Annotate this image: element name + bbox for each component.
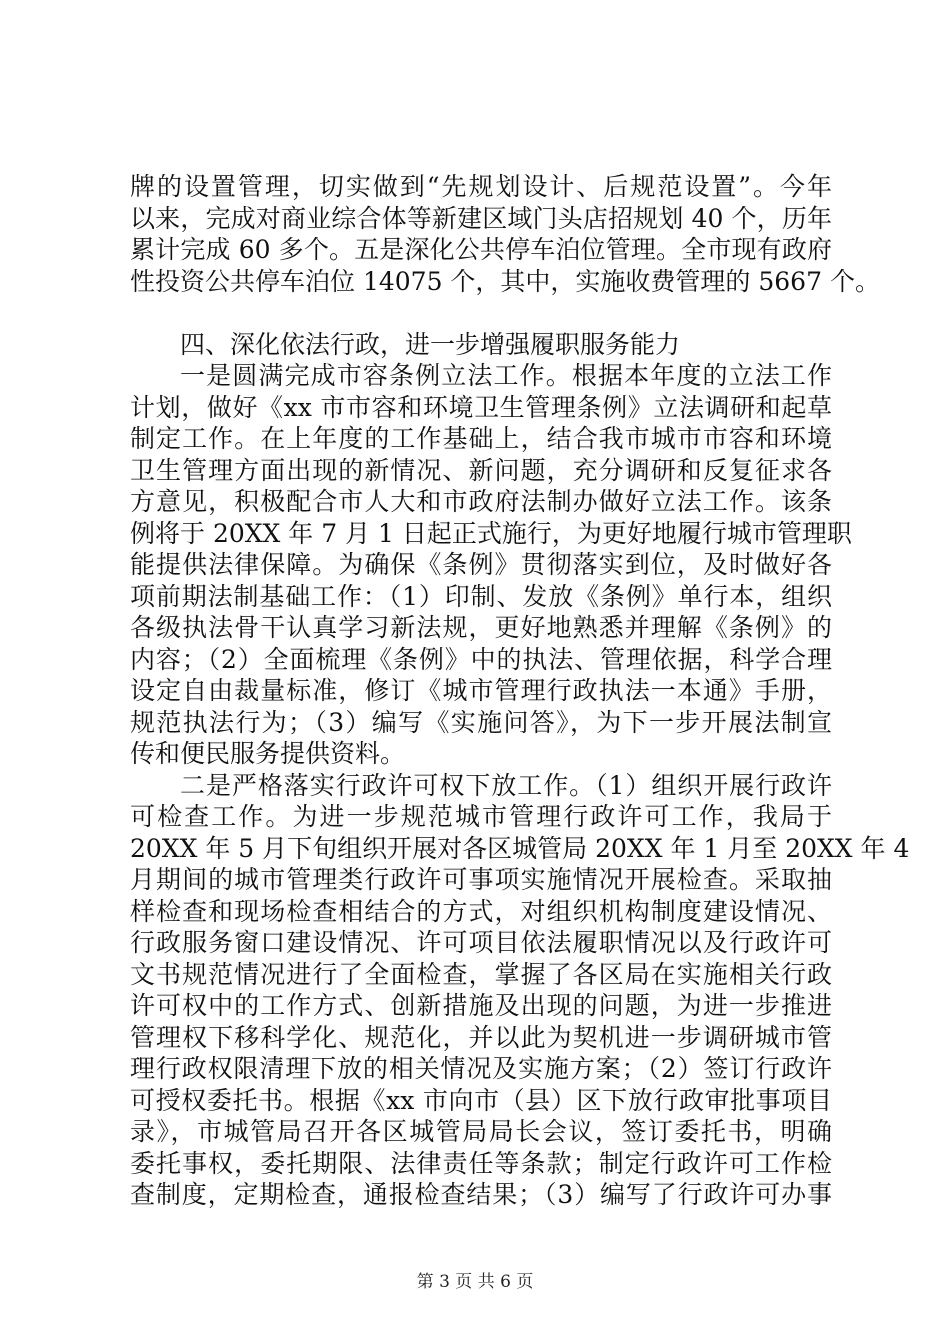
text-line: 委托事权，委托期限、法律责任等条款；制定行政许可工作检 — [130, 1148, 832, 1178]
text-line: 设定自由裁量标准，修订《城市管理行政执法一本通》手册， — [130, 676, 832, 705]
text-line: 牌的设置管理，切实做到“先规划设计、后规范设置”。今年 — [130, 172, 832, 201]
text-line: 许可权中的工作方式、创新措施及出现的问题，为进一步推进 — [130, 991, 832, 1020]
text-line: 计划，做好《xx 市市容和环境卫生管理条例》立法调研和起草 — [130, 392, 832, 422]
section-heading: 四、深化依法行政，进一步增强履职服务能力 — [180, 329, 681, 359]
text-line: 可检查工作。为进一步规范城市管理行政许可工作，我局于 — [130, 802, 832, 831]
paragraph-gap — [130, 297, 832, 329]
text-line: 规范执法行为；（3）编写《实施问答》，为下一步开展法制宣 — [130, 707, 832, 737]
paragraph-continued — [130, 171, 880, 297]
text-line: 传和便民服务提供资料。 — [130, 739, 406, 768]
text-line: 管理权下移科学化、规范化，并以此为契机进一步调研城市管 — [130, 1022, 832, 1052]
text-line: 制定工作。在上年度的工作基础上，结合我市城市市容和环境 — [130, 424, 832, 453]
text-line: 累计完成 60 多个。五是深化公共停车泊位管理。全市现有政府 — [130, 235, 832, 264]
text-line: 20XX 年 5 月下旬组织开展对各区城管局 20XX 年 1 月至 20XX 年 4 — [130, 833, 910, 863]
text-line: 例将于 20XX 年 7 月 1 日起正式施行，为更好地履行城市管理职 — [130, 518, 852, 548]
text-line: 月期间的城市管理类行政许可事项实施情况开展检查。采取抽 — [130, 865, 832, 894]
text-line: 文书规范情况进行了全面检查，掌握了各区局在实施相关行政 — [130, 959, 832, 989]
text-line: 各级执法骨干认真学习新法规，更好地熟悉并理解《条例》的 — [130, 613, 832, 642]
text-line: 行政服务窗口建设情况、许可项目依法履职情况以及行政许可 — [130, 928, 832, 957]
text-line: 项前期法制基础工作：（1）印制、发放《条例》单行本，组织 — [130, 581, 832, 611]
text-line: 可授权委托书。根据《xx 市向市（县）区下放行政审批事项目 — [130, 1085, 832, 1115]
text-line: 卫生管理方面出现的新情况、新问题，充分调研和反复征求各 — [130, 455, 832, 485]
paragraph-one — [130, 360, 852, 770]
text-line: 能提供法律保障。为确保《条例》贯彻落实到位，及时做好各 — [130, 550, 832, 579]
paragraph-two — [130, 770, 910, 1211]
text-line: 以来，完成对商业综合体等新建区域门头店招规划 40 个，历年 — [130, 203, 832, 233]
document-body — [130, 171, 910, 1211]
text-line: 性投资公共停车泊位 14075 个，其中，实施收费管理的 5667 个。 — [130, 266, 880, 296]
text-line: 二是严格落实行政许可权下放工作。（1）组织开展行政许 — [180, 770, 832, 800]
text-line: 查制度，定期检查，通报检查结果；（3）编写了行政许可办事 — [130, 1180, 832, 1209]
page-number-footer: 第 3 页 共 6 页 — [416, 1272, 534, 1292]
text-line: 录》，市城管局召开各区城管局局长会议，签订委托书，明确 — [130, 1117, 832, 1146]
text-line: 理行政权限清理下放的相关情况及实施方案；（2）签订行政许 — [130, 1054, 832, 1083]
text-line: 样检查和现场检查相结合的方式，对组织机构制度建设情况、 — [130, 896, 832, 926]
text-line: 一是圆满完成市容条例立法工作。根据本年度的立法工作 — [180, 361, 832, 390]
text-line: 内容；（2）全面梳理《条例》中的执法、管理依据，科学合理 — [130, 644, 832, 674]
text-line: 方意见，积极配合市人大和市政府法制办做好立法工作。该条 — [130, 487, 832, 516]
